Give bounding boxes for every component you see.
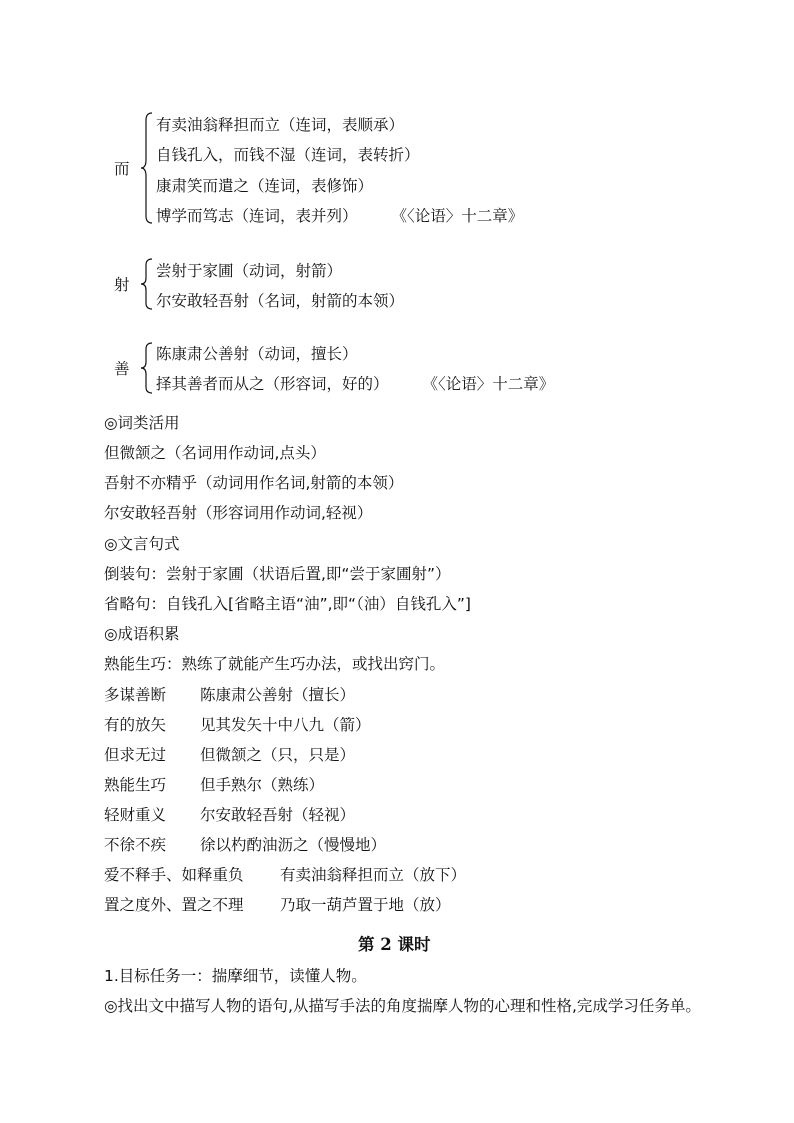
idiom-row (104, 835, 166, 855)
syntax-title: ◎文言句式 (104, 535, 180, 553)
idiom-example: 但微颔之（只，只是） (200, 746, 356, 764)
er-item-1: 有卖油翁释担而立（连词，表顺承） (156, 116, 405, 134)
idiom-example: 但手熟尔（熟练） (200, 776, 325, 794)
idiom-row (104, 715, 166, 735)
shan-source: 《〈论语〉十二章》 (422, 375, 555, 393)
lesson-heading: 第 2 课时 (358, 935, 431, 954)
er-source: 《〈论语〉十二章》 (391, 207, 524, 225)
wordclass-line-3: 尔安敢轻吾射（形容词用作动词,轻视） (104, 504, 373, 522)
er-brace (140, 112, 154, 224)
shan-item-2 (156, 374, 554, 394)
idioms-intro: 熟能生巧：熟练了就能产生巧办法，或找出窍门。 (104, 655, 446, 673)
idiom-row (104, 865, 244, 885)
idiom-example: 陈康肃公善射（擅长） (200, 686, 356, 704)
idiom-word: 置之度外、置之不理 (104, 896, 244, 914)
idiom-example: 有卖油翁释担而立（放下） (280, 866, 467, 884)
syntax-line-2: 省略句：自钱孔入[省略主语“油”,即“（油）自钱孔入”] (104, 595, 471, 613)
she-word: 射 (114, 276, 130, 294)
shan-item-2-text: 择其善者而从之（形容词，好的） (156, 375, 389, 393)
she-brace (140, 258, 154, 310)
er-item-4-text: 博学而笃志（连词，表并列） (156, 207, 358, 225)
idiom-row (104, 685, 166, 705)
idiom-word: 熟能生巧 (104, 776, 167, 794)
shan-item-1: 陈康肃公善射（动词，擅长） (156, 345, 358, 363)
idiom-example: 尔安敢轻吾射（轻视） (200, 806, 356, 824)
she-item-2: 尔安敢轻吾射（名词，射箭的本领） (156, 292, 405, 310)
idiom-row (104, 805, 166, 825)
idiom-word: 不徐不疾 (104, 836, 167, 854)
idiom-row (104, 895, 244, 915)
shan-brace (140, 342, 154, 394)
lesson-task: 1.目标任务一：揣摩细节，读懂人物。 (104, 967, 367, 985)
er-item-3: 康肃笑而遣之（连词，表修饰） (156, 177, 374, 195)
idiom-example: 见其发矢十中八九（箭） (200, 716, 371, 734)
idiom-row (104, 745, 166, 765)
er-word: 而 (114, 160, 130, 178)
idiom-row (104, 775, 166, 795)
idiom-word: 有的放矢 (104, 716, 167, 734)
wordclass-title: ◎词类活用 (104, 414, 180, 432)
idioms-title: ◎成语积累 (104, 625, 180, 643)
syntax-line-1: 倒装句：尝射于家圃（状语后置,即“尝于家圃射”） (104, 565, 451, 583)
idiom-word: 轻财重义 (104, 806, 167, 824)
shan-word: 善 (114, 360, 130, 378)
idiom-word: 多谋善断 (104, 686, 167, 704)
lesson-instruction: ◎找出文中描写人物的语句,从描写手法的角度揣摩人物的心理和性格,完成学习任务单。 (104, 997, 701, 1015)
idiom-example: 徐以杓酌油沥之（慢慢地） (200, 836, 387, 854)
idiom-word: 但求无过 (104, 746, 167, 764)
wordclass-line-1: 但微颔之（名词用作动词,点头） (104, 444, 326, 462)
wordclass-line-2: 吾射不亦精乎（动词用作名词,射箭的本领） (104, 474, 404, 492)
er-item-4 (156, 206, 523, 226)
idiom-example: 乃取一葫芦置于地（放） (280, 896, 451, 914)
she-item-1: 尝射于家圃（动词，射箭） (156, 262, 343, 280)
idiom-word: 爱不释手、如释重负 (104, 866, 244, 884)
er-item-2: 自钱孔入，而钱不湿（连词，表转折） (156, 146, 420, 164)
